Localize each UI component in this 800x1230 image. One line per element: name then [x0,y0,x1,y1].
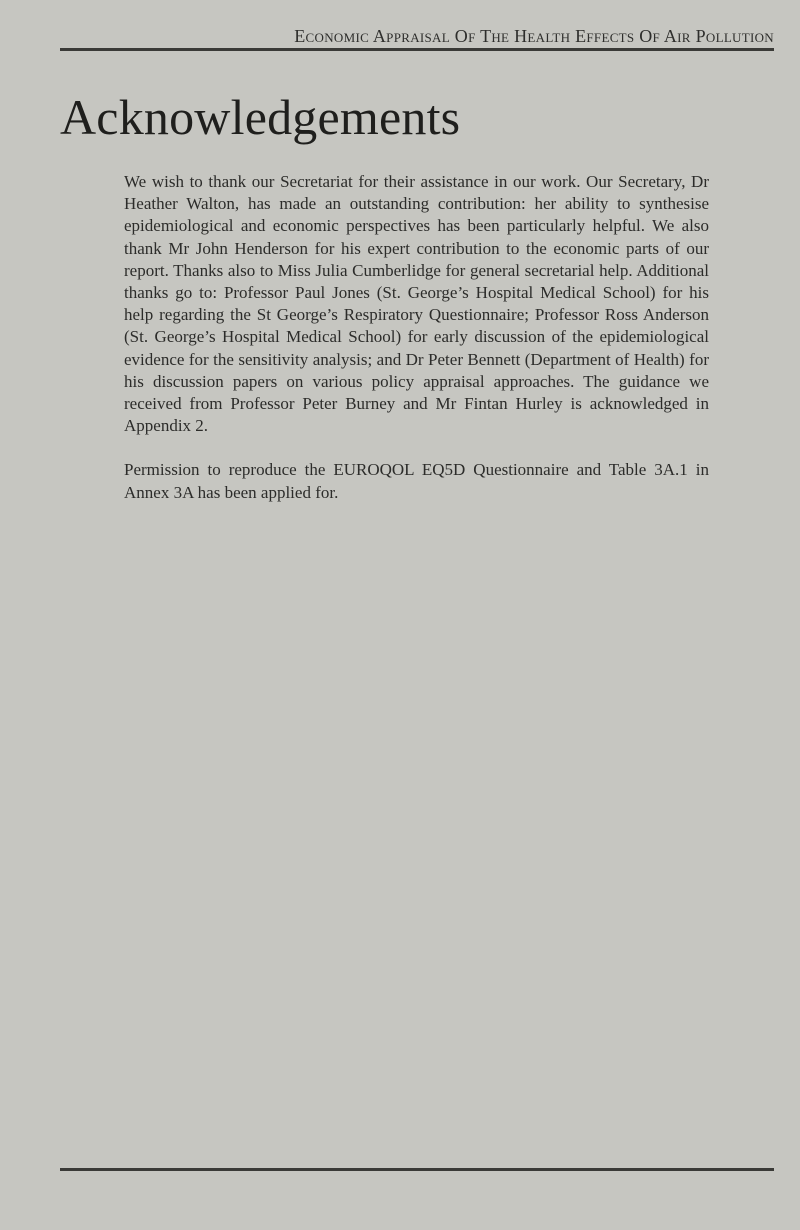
paragraph-thanks: We wish to thank our Secretariat for their assistance in our work. Our Secretary, Dr Heather Walton, has made an outstanding contribution: her ability to synthesise epidemiological and economic perspectives has been particularly helpful. We also thank Mr John Henderson for his expert contribution to the economic parts of our report. Thanks also to Miss Julia Cumberlidge for general secretarial help. Additional thanks go to: Professor Paul Jones (St. George’s Hospital Medical School) for his help regarding the St George’s Respiratory Questionnaire; Professor Ross Anderson (St. George’s Hospital Medical School) for early discussion of the epidemiological evidence for the sensitivity analysis; and Dr Peter Bennett (Department of Health) for his discussion papers on various policy appraisal approaches. The guidance we received from Professor Peter Burney and Mr Fintan Hurley is acknowledged in Appendix 2. [124,172,709,436]
running-header: Economic Appraisal Of The Health Effects Of Air Pollution [294,26,774,46]
footer-rule [60,1168,774,1171]
body-text [124,171,709,526]
paragraph-permission: Permission to reproduce the EUROQOL EQ5D Questionnaire and Table 3A.1 in Annex 3A has been applied for. [124,460,709,502]
header-rule [60,48,774,51]
page-title: Acknowledgements [60,89,461,145]
